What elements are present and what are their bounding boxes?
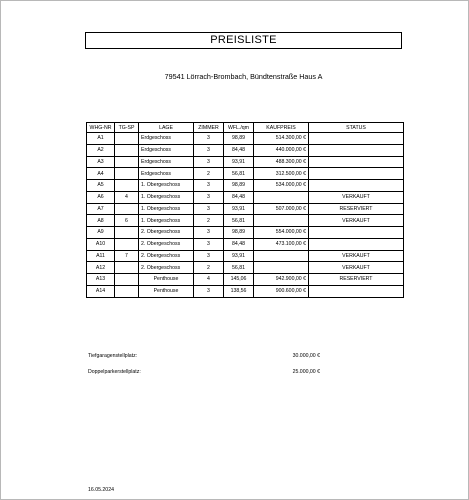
price-table [86,122,404,298]
cell-wfl: 145,06 [224,274,254,286]
cell-status: VERKAUFT [309,191,404,203]
table-row [87,238,404,250]
cell-whg-nr: A7 [87,203,115,215]
header-status: STATUS [309,123,404,133]
table-header-row [87,123,404,133]
cell-status [309,133,404,145]
cell-lage: 2. Obergeschoss [139,238,194,250]
header-wfl: WFL./qm [224,123,254,133]
cell-kaufpreis [254,250,309,262]
cell-lage: 2. Obergeschoss [139,250,194,262]
cell-whg-nr: A10 [87,238,115,250]
cell-wfl: 93,91 [224,203,254,215]
cell-kaufpreis: 312.500,00 € [254,168,309,180]
document-title: PREISLISTE [85,32,402,49]
cell-whg-nr: A11 [87,250,115,262]
cell-zimmer: 3 [194,238,224,250]
cell-zimmer: 3 [194,227,224,239]
cell-zimmer: 3 [194,144,224,156]
cell-status: VERKAUFT [309,262,404,274]
cell-zimmer: 3 [194,180,224,192]
cell-tg-sp [115,133,139,145]
cell-whg-nr: A6 [87,191,115,203]
table-row [87,144,404,156]
cell-tg-sp [115,144,139,156]
cell-zimmer: 2 [194,262,224,274]
extra-value: 25.000,00 € [292,369,320,375]
cell-kaufpreis [254,191,309,203]
cell-wfl: 56,81 [224,262,254,274]
header-lage: LAGE [139,123,194,133]
cell-wfl: 98,89 [224,227,254,239]
table-row [87,227,404,239]
cell-whg-nr: A9 [87,227,115,239]
cell-kaufpreis: 473.100,00 € [254,238,309,250]
cell-kaufpreis: 534.000,00 € [254,180,309,192]
cell-status: VERKAUFT [309,215,404,227]
cell-whg-nr: A1 [87,133,115,145]
cell-wfl: 98,89 [224,133,254,145]
cell-whg-nr: A2 [87,144,115,156]
cell-wfl: 56,81 [224,168,254,180]
cell-zimmer: 3 [194,133,224,145]
cell-tg-sp [115,274,139,286]
cell-lage: Penthouse [139,285,194,297]
cell-whg-nr: A5 [87,180,115,192]
header-kaufpreis: KAUFPREIS [254,123,309,133]
table-row [87,203,404,215]
header-tg-sp: TG-SP [115,123,139,133]
cell-kaufpreis: 488.300,00 € [254,156,309,168]
table-row [87,274,404,286]
table-row [87,215,404,227]
cell-lage: Erdgeschoss [139,144,194,156]
cell-status [309,168,404,180]
cell-wfl: 56,81 [224,215,254,227]
cell-whg-nr: A8 [87,215,115,227]
header-whg-nr: WHG-NR [87,123,115,133]
cell-status: VERKAUFT [309,250,404,262]
cell-tg-sp [115,168,139,180]
cell-lage: 2. Obergeschoss [139,262,194,274]
document-date: 16.05.2024 [88,487,114,493]
cell-whg-nr: A4 [87,168,115,180]
cell-tg-sp [115,238,139,250]
cell-zimmer: 4 [194,274,224,286]
cell-zimmer: 3 [194,191,224,203]
cell-status [309,156,404,168]
table-row [87,156,404,168]
table-row [87,133,404,145]
cell-zimmer: 3 [194,203,224,215]
cell-zimmer: 2 [194,168,224,180]
cell-lage: Erdgeschoss [139,156,194,168]
cell-wfl: 84,48 [224,238,254,250]
cell-whg-nr: A13 [87,274,115,286]
cell-status: RESERVIERT [309,274,404,286]
cell-wfl: 84,48 [224,191,254,203]
extra-label: Doppelparkerstellplatz: [88,369,141,375]
cell-tg-sp [115,227,139,239]
table-row [87,191,404,203]
cell-kaufpreis: 514.300,00 € [254,133,309,145]
cell-lage: 1. Obergeschoss [139,203,194,215]
cell-lage: Erdgeschoss [139,133,194,145]
cell-tg-sp: 6 [115,215,139,227]
cell-status [309,180,404,192]
cell-tg-sp [115,203,139,215]
table-row [87,250,404,262]
cell-tg-sp [115,262,139,274]
cell-whg-nr: A3 [87,156,115,168]
cell-zimmer: 3 [194,156,224,168]
table-row [87,180,404,192]
cell-kaufpreis: 900.600,00 € [254,285,309,297]
cell-kaufpreis: 507.000,00 € [254,203,309,215]
cell-kaufpreis: 942.900,00 € [254,274,309,286]
cell-lage: 1. Obergeschoss [139,215,194,227]
cell-wfl: 98,89 [224,180,254,192]
cell-lage: 1. Obergeschoss [139,191,194,203]
cell-kaufpreis: 440.000,00 € [254,144,309,156]
cell-status [309,227,404,239]
cell-whg-nr: A14 [87,285,115,297]
table-row [87,168,404,180]
table-row [87,262,404,274]
cell-zimmer: 3 [194,285,224,297]
cell-kaufpreis [254,215,309,227]
cell-lage: Penthouse [139,274,194,286]
address-line: 79541 Lörrach-Brombach, Bündtenstraße Haus A [164,72,323,81]
cell-status [309,238,404,250]
cell-lage: 1. Obergeschoss [139,180,194,192]
cell-tg-sp [115,180,139,192]
cell-wfl: 93,91 [224,250,254,262]
cell-status [309,285,404,297]
cell-status [309,144,404,156]
cell-whg-nr: A12 [87,262,115,274]
cell-wfl: 93,91 [224,156,254,168]
extra-value: 30.000,00 € [292,353,320,359]
cell-tg-sp [115,156,139,168]
cell-wfl: 84,48 [224,144,254,156]
header-zimmer: ZIMMER [194,123,224,133]
cell-zimmer: 3 [194,250,224,262]
cell-lage: Erdgeschoss [139,168,194,180]
cell-tg-sp: 4 [115,191,139,203]
cell-zimmer: 2 [194,215,224,227]
extra-label: Tiefgaragenstellplatz: [88,353,138,359]
cell-kaufpreis [254,262,309,274]
cell-tg-sp [115,285,139,297]
cell-wfl: 138,56 [224,285,254,297]
cell-tg-sp: 7 [115,250,139,262]
cell-lage: 2. Obergeschoss [139,227,194,239]
cell-kaufpreis: 554.000,00 € [254,227,309,239]
table-row [87,285,404,297]
cell-status: RESERVIERT [309,203,404,215]
